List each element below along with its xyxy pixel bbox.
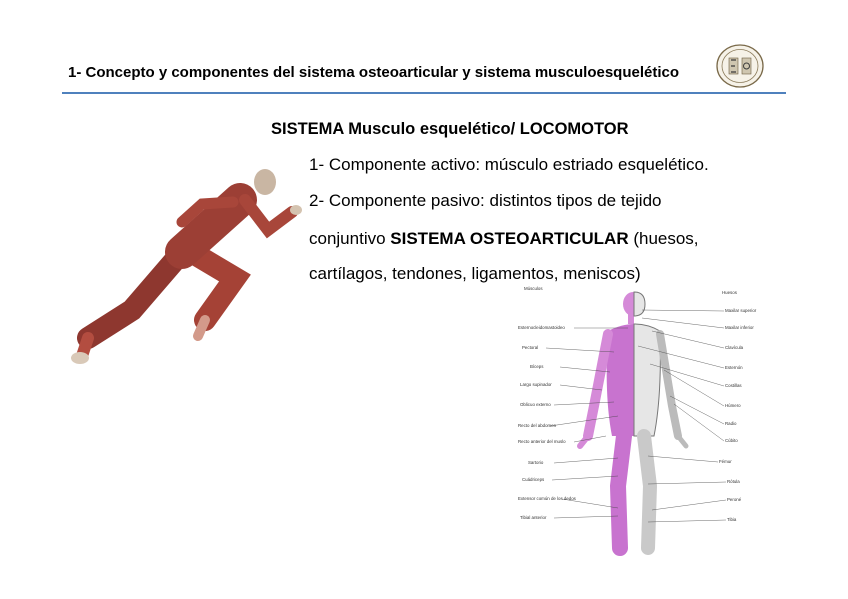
bone-label: Peroné [727, 497, 742, 502]
bone-label: Costillas [725, 383, 742, 388]
muscle-label: Cuádriceps [522, 477, 545, 482]
muscle-label: Largo supinador [520, 382, 552, 387]
bone-label: Fémur [719, 459, 732, 464]
bone-label: Rótula [727, 479, 740, 484]
bone-label: Maxilar superior [725, 308, 757, 313]
muscle-label: Oblicuo externo [520, 402, 551, 407]
skeleton-side [634, 292, 686, 548]
muscle-label: Sartorio [528, 460, 544, 465]
bone-label: Clavícula [725, 345, 744, 350]
left-labels [518, 325, 577, 520]
muscle-label: Recto del abdomen [518, 423, 557, 428]
osteoarticular-highlight: SISTEMA OSTEOARTICULAR [390, 229, 629, 248]
bone-label: Radio [725, 421, 737, 426]
muscle-label: Pectoral [522, 345, 539, 350]
muscle-label: Esternocleidomastoideo [518, 325, 565, 330]
bone-label: Esternón [725, 365, 743, 370]
bone-label: Húmero [725, 403, 741, 408]
passive-component-text: 2- Componente pasivo: distintos tipos de tejido [309, 191, 662, 210]
right-labels [719, 308, 757, 522]
muscle-label: Extensor común de los dedos [518, 496, 576, 501]
anatomy-diagram [514, 286, 764, 558]
bone-label: Tibia [727, 517, 737, 522]
plain-text: (huesos, [628, 229, 699, 248]
muscle-label: Bíceps [530, 364, 544, 369]
university-seal-logo [714, 43, 766, 89]
muscles-heading: Músculos [524, 286, 543, 291]
bones-heading: Huesos [722, 290, 737, 295]
passive-component-list: cartílagos, tendones, ligamentos, meniscos) [309, 264, 641, 283]
header-divider [62, 92, 786, 94]
muscle-label: Recto anterior del muslo [518, 439, 566, 444]
plain-text: conjuntivo [309, 229, 391, 248]
bone-label: Maxilar inferior [725, 325, 754, 330]
slide-header: 1- Concepto y componentes del sistema osteoarticular y sistema musculoesquelético [68, 64, 680, 81]
running-muscle-figure [70, 160, 310, 375]
bone-label: Cúbito [725, 438, 738, 443]
muscle-label: Tibial anterior [520, 515, 547, 520]
passive-component-continued [309, 229, 699, 249]
section-title: SISTEMA Musculo esquelético/ LOCOMOTOR [271, 120, 629, 138]
active-component-text: 1- Componente activo: músculo estriado esquelético. [309, 155, 709, 174]
